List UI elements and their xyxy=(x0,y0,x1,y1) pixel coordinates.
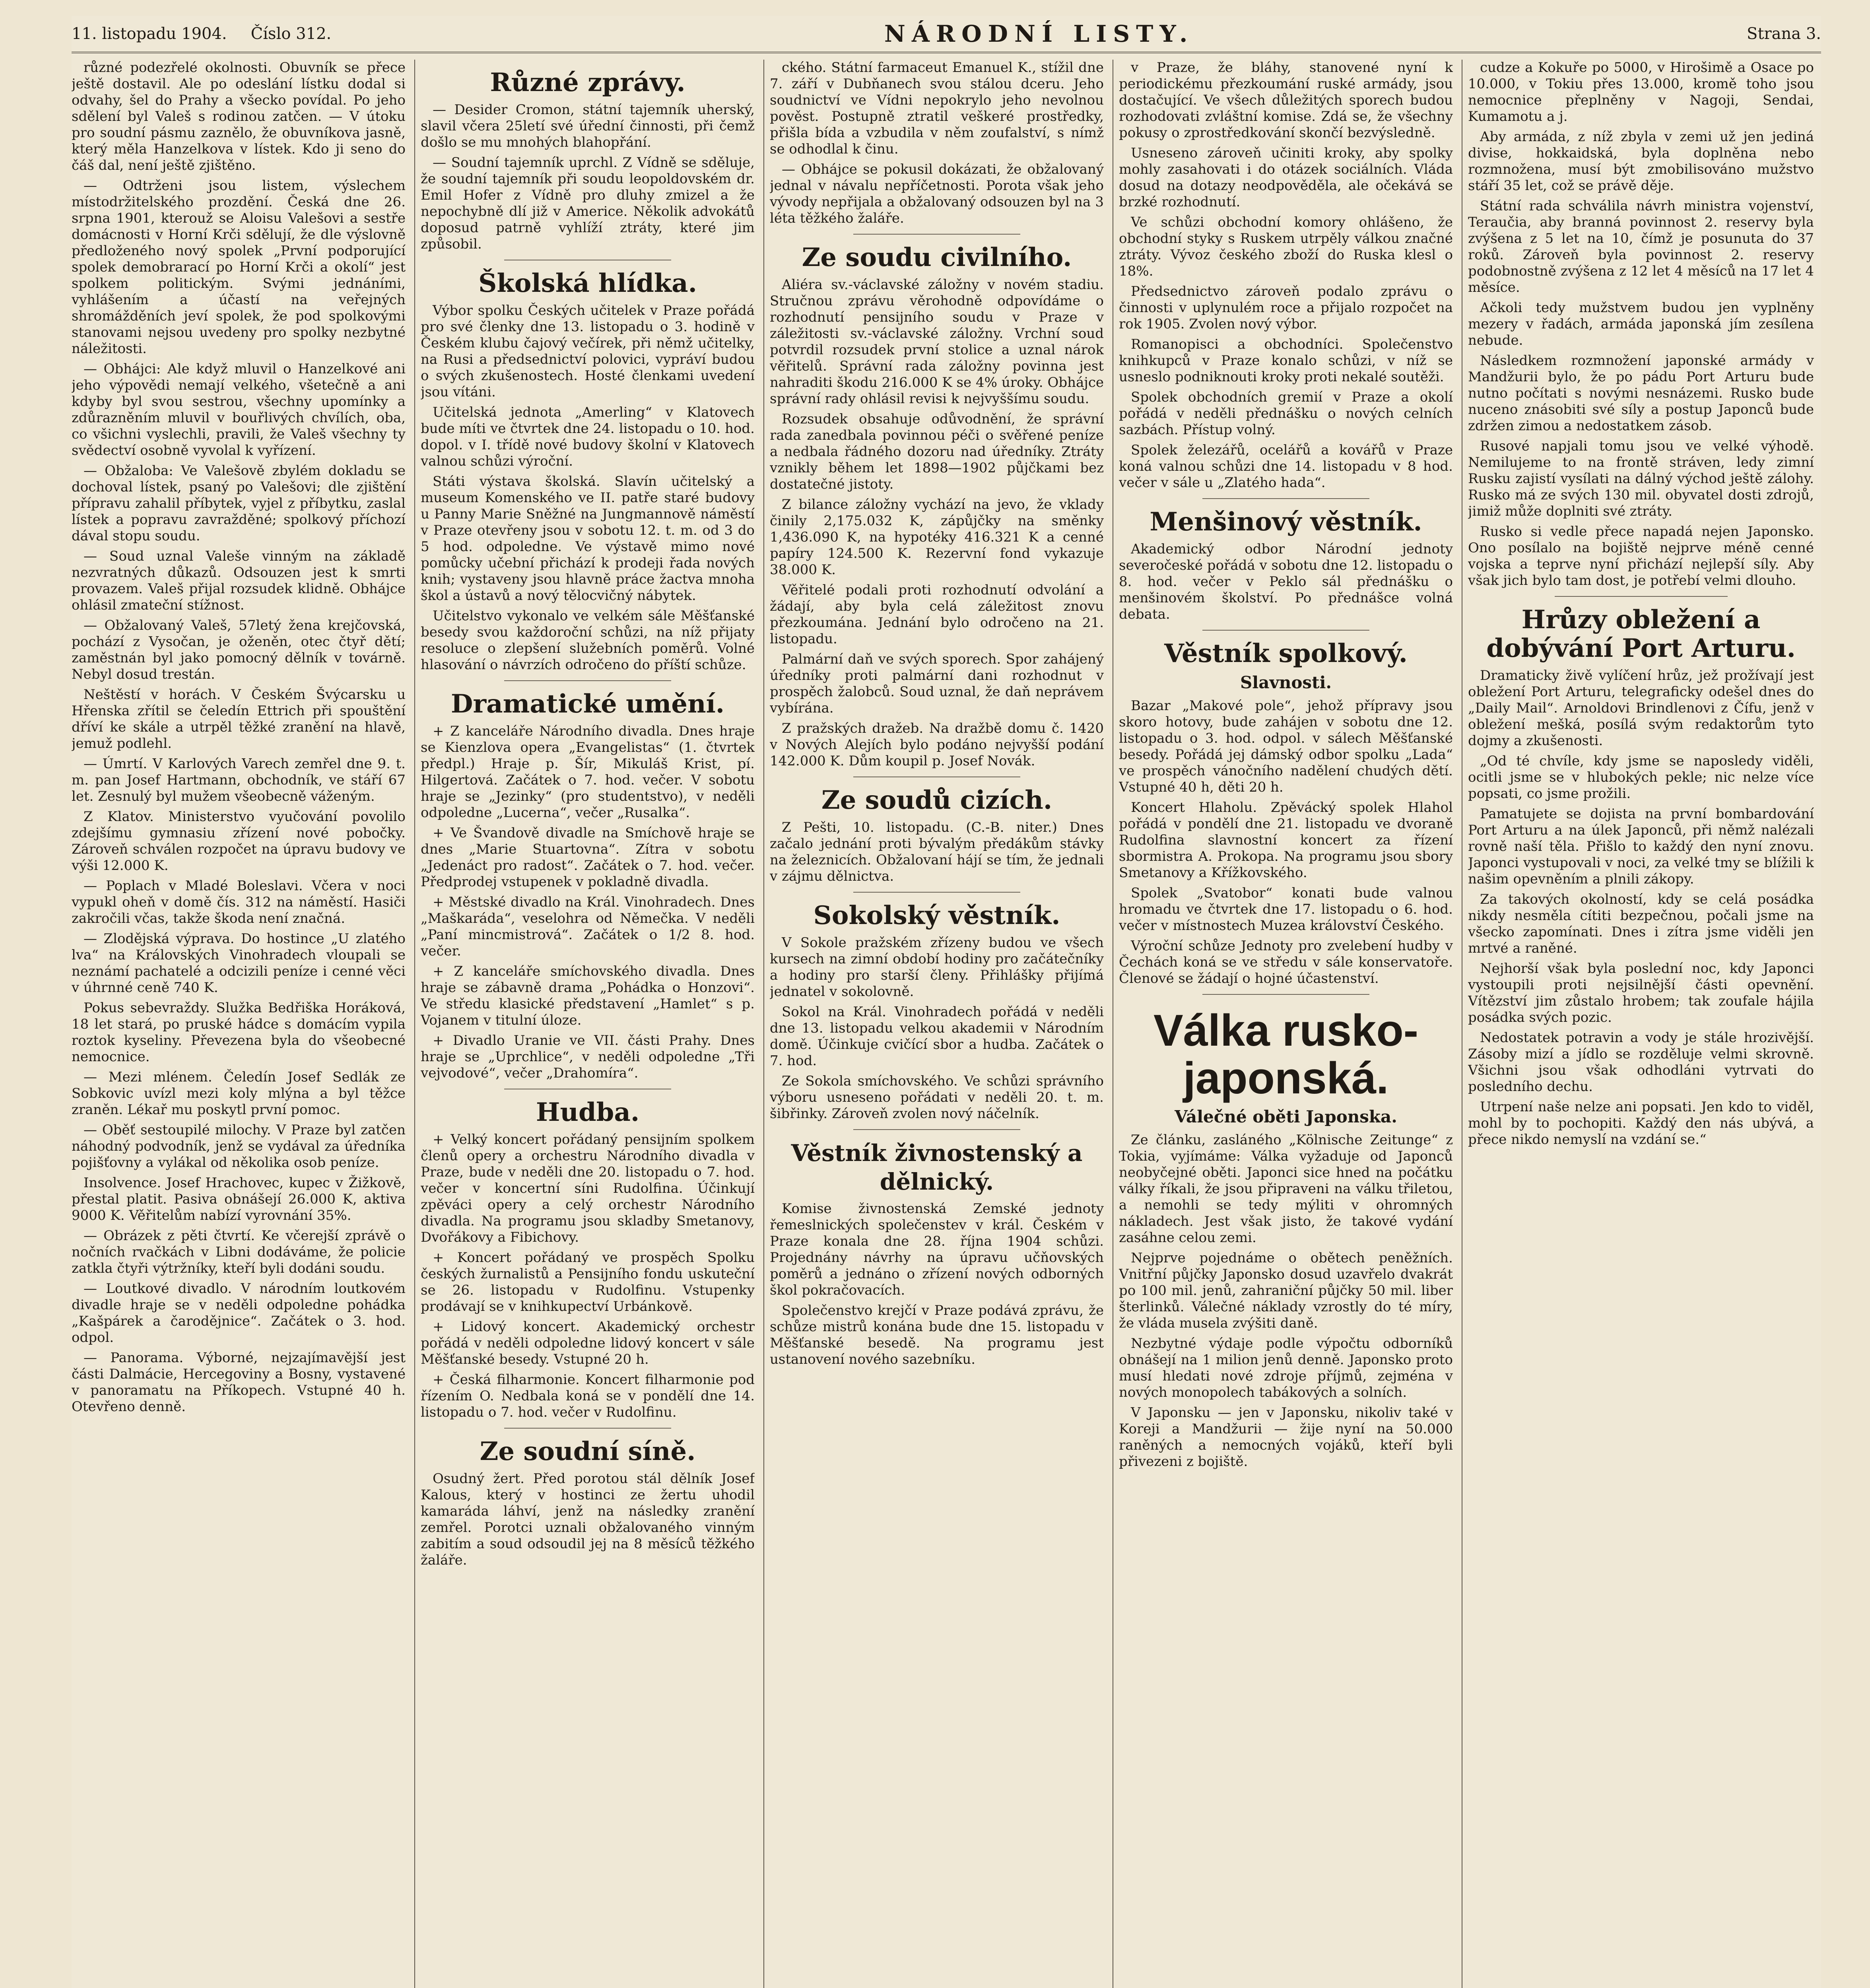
section-heading: Věstník živnostenský a dělnický. xyxy=(791,1140,1083,1195)
section-divider xyxy=(1202,994,1369,995)
article-paragraph: Bazar „Makové pole“, jehož přípravy jsou skoro hotovy, bude zahájen v sobotu dne 12. listopadu o 3. hod. odpol. v sálech Měšťanské besedy. Pořádá jej dámský odbor spolku „Lada“ ve prospěch vánočního nadělení chudých dětí. Vstupné 40 h, děti 20 h. xyxy=(1119,698,1453,795)
section-heading: Menšinový věstník. xyxy=(1150,507,1422,537)
article-paragraph: — Loutkové divadlo. V národním loutkovém divadle hraje se v neděli odpoledne pohádka „Kašpárek a čarodějnice“. Začátek o 3. hod. odpol. xyxy=(72,1281,406,1345)
article-paragraph: Komise živnostenská Zemské jednoty řemeslnických společenstev v král. Českém v Praze konala dne 28. října 1904 schůzi. Projednány návrhy na úpravu učňovských poměrů a jednáno o zřízení nových odborných škol pokračovacích. xyxy=(770,1201,1104,1298)
article-paragraph: ckého. Státní farmaceut Emanuel K., stížil dne 7. září v Dubňanech svou stálou dceru. Jeho soudnictví ve Vídni nepokrylo jeho nevolnou pověst. Postupně ztratil veškeré prostředky, přišla bída a vzbudila v něm zoufalství, s nímž se odhodlal k činu. xyxy=(770,60,1104,157)
section-divider xyxy=(1202,630,1369,631)
section-heading: Ze soudní síně. xyxy=(480,1437,696,1466)
page-number: Strana 3. xyxy=(1747,25,1821,43)
newspaper-page xyxy=(72,16,1821,1988)
newspaper-title: NÁRODNÍ LISTY. xyxy=(884,20,1194,47)
article-paragraph: — Poplach v Mladé Boleslavi. Včera v noci vypukl oheň v domě čís. 312 na náměstí. Hasiči zakročili včas, takže škoda není značná. xyxy=(72,878,406,926)
section-heading: Válka rusko-japonská. xyxy=(1153,1006,1419,1103)
section-divider xyxy=(504,680,671,681)
article-paragraph: V Japonsku — jen v Japonsku, nikoliv také v Koreji a Mandžurii — žije nyní na 50.000 raněných a nemocných vojáků, kteří byli přivezeni z bojiště. xyxy=(1119,1405,1453,1470)
article-paragraph: V Sokole pražském zřízeny budou ve všech kursech na zimní období hodiny pro začátečníky a hodiny pro starší členy. Přihlášky přijímá jednatel v sokolovně. xyxy=(770,935,1104,1000)
section-divider xyxy=(1555,596,1728,597)
section-divider xyxy=(1202,498,1369,499)
article-paragraph: — Oběť sestoupilé milochy. V Praze byl zatčen náhodný podvodník, jenž se vydával za úředníka pojišťovny a vylákal od několika osob peníze. xyxy=(72,1122,406,1171)
article-paragraph: — Obhájci: Ale když mluvil o Hanzelkové ani jeho výpovědi nemají velkého, všetečně a ani kdyby byl svou sestrou, všechny upomínky a zdůrazněním mluvil v bouřlivých chvílích, oba, co všichni vyslechli, pravili, že Valeš všechny ty svědectví osobně vyvolal k vyřízení. xyxy=(72,361,406,458)
article-paragraph: „Od té chvíle, kdy jsme se naposledy viděli, ocitli jsme se v hlubokých pekle; nic nelze více popsati, co jsme prožili. xyxy=(1468,753,1814,802)
column-5 xyxy=(1468,60,1814,1988)
article-paragraph: Rusko si vedle přece napadá nejen Japonsko. Ono posílalo na bojiště nejprve méně cenné vojska a teprve nyní přichází nejlepší síly. Aby však jich bylo tam dost, je potřebí velmi dlouho. xyxy=(1468,524,1814,588)
article-paragraph: — Obhájce se pokusil dokázati, že obžalovaný jednal v návalu nepříčetnosti. Porota však jeho vývody nepřijala a obžalovaný odsouzen byl na 3 léta těžkého žaláře. xyxy=(770,161,1104,226)
section-divider xyxy=(853,1129,1020,1130)
article-paragraph: Společenstvo krejčí v Praze podává zprávu, že schůze mistrů konána bude dne 15. listopadu v Měšťanské besedě. Na programu jest ustanovení nového sazebníku. xyxy=(770,1303,1104,1367)
article-paragraph: — Desider Cromon, státní tajemník uherský, slavil včera 25letí své úřední činnosti, při čemž došlo se mu mnohých blahopřání. xyxy=(421,102,755,150)
article-paragraph: — Úmrtí. V Karlových Varech zemřel dne 9. t. m. pan Josef Hartmann, obchodník, ve stáří 67 let. Zesnulý byl mužem všeobecně váženým. xyxy=(72,756,406,804)
article-paragraph: — Obžalovaný Valeš, 57letý žena krejčovská, pochází z Vysočan, je oženěn, otec čtyř dětí; zaměstnán byl jako pomocný dělník v továrně. Nebyl dosud trestán. xyxy=(72,617,406,682)
section-heading: Dramatické umění. xyxy=(451,689,725,719)
article-paragraph: Rusové napjali tomu jsou ve velké výhodě. Nemilujeme to na frontě stráven, ledy zimní Rusku zajistí vysílati na dálný východ ještě zálohy. Rusko má ze svých 130 mil. obyvatel dosti zdrojů, jimiž může doplniti své ztráty. xyxy=(1468,438,1814,519)
article-paragraph: + Divadlo Uranie ve VII. části Prahy. Dnes hraje se „Uprchlice“, v neděli odpoledne „Tři vejvodové“, večer „Drahomíra“. xyxy=(421,1033,755,1081)
masthead xyxy=(72,16,1821,53)
article-paragraph: Osudný žert. Před porotou stál dělník Josef Kalous, který v hostinci ze žertu uhodil kamaráda láhví, jenž na následky zranění zemřel. Porotci uznali obžalovaného vinným zabitím a soud odsoudil jej na 8 měsíců těžkého žaláře. xyxy=(421,1471,755,1568)
column-2 xyxy=(421,60,755,1988)
article-paragraph: Neštěstí v horách. V Českém Švýcarsku u Hřenska zřítil se čeledín Ettrich při spouštění dříví ke skále a utrpěl těžké zranění na hlavě, jemuž podlehl. xyxy=(72,687,406,751)
article-paragraph: Za takových okolností, kdy se celá posádka nikdy nesměla cítiti bezpečnou, počali jsme na všecko zapomínati. Dnes i zítra jsme viděli jen mrtvé a raněné. xyxy=(1468,891,1814,956)
article-paragraph: Pamatujete se dojista na první bombardování Port Arturu a na úlek Japonců, při němž nalézali rovně naší těla. Přišlo to každý den nyní znovu. Japonci vystupovali v noci, za velké tmy se blížili k našim opevněním a plnili zákopy. xyxy=(1468,806,1814,887)
article-paragraph: + Z kanceláře smíchovského divadla. Dnes hraje se zábavně drama „Pohádka o Honzovi“. Ve středu klasické představení „Hamlet“ s p. Vojanem v titulní úloze. xyxy=(421,963,755,1028)
article-paragraph: Nejprve pojednáme o obětech peněžních. Vnitřní půjčky Japonsko dosud uzavřelo dvakrát po 100 mil. jenů, zahraniční půjčky 50 mil. liber šterlinků. Válečné náklady vzrostly do té míry, že vláda musela zvýšiti daně. xyxy=(1119,1250,1453,1331)
article-paragraph: Z Klatov. Ministerstvo vyučování povolilo zdejšímu gymnasiu zřízení nové pobočky. Zároveň schválen rozpočet na úpravu budovy ve výši 12.000 K. xyxy=(72,809,406,874)
article-paragraph: Z Pešti, 10. listopadu. (C.-B. niter.) Dnes začalo jednání proti bývalým předákům stávky na železnicích. Obžalovaní hájí se tím, že jednali v zájmu dělnictva. xyxy=(770,819,1104,884)
article-paragraph: Ze Sokola smíchovského. Ve schůzi správního výboru usneseno pořádati v neděli 20. t. m. šibřinky. Zároveň zvolen nový náčelník. xyxy=(770,1073,1104,1122)
article-paragraph: Aliéra sv.-václavské záložny v novém stadiu. Stručnou zprávu věrohodně odpovídáme o rozhodnutí pensijního soudu v Praze v záležitosti sv.-václavské záložny. Vrchní soud potvrdil rozsudek první stolice a uznal nárok věřitelů. Správní rada záložny povinna jest nahraditi škodu 216.000 K se 4% úroky. Obhájce správní rady ohlásil revisi k nejvyššímu soudu. xyxy=(770,277,1104,407)
section-heading: Různé zprávy. xyxy=(490,68,685,97)
article-paragraph: Romanopisci a obchodníci. Společenstvo knihkupců v Praze konalo schůzi, v níž se usneslo podniknouti kroky proti nekalé soutěži. xyxy=(1119,336,1453,385)
issue-number: Číslo 312. xyxy=(250,25,332,43)
article-paragraph: Akademický odbor Národní jednoty severočeské pořádá v sobotu dne 12. listopadu o 8. hod. večer v Peklo sál přednášku o menšinovém školství. Po přednášce volná debata. xyxy=(1119,541,1453,622)
section-heading: Hrůzy obležení a dobývání Port Arturu. xyxy=(1486,605,1796,663)
article-paragraph: Spolek „Svatobor“ konati bude valnou hromadu ve čtvrtek dne 17. listopadu o 6. hod. večer v místnostech Muzea království Českého. xyxy=(1119,885,1453,934)
article-paragraph: Palmární daň ve svých sporech. Spor zahájený úředníky proti palmární dani rozhodnut v prospěch žalobců. Soud uznal, že daň neprávem vybírána. xyxy=(770,651,1104,716)
article-paragraph: Z pražských dražeb. Na dražbě domu č. 1420 v Nových Alejích bylo podáno nejvyšší podání 142.000 K. Dům koupil p. Josef Novák. xyxy=(770,720,1104,769)
article-paragraph: Spolek železářů, ocelářů a kovářů v Praze koná valnou schůzi dne 14. listopadu v 8 hod. večer v sále u „Zlatého hada“. xyxy=(1119,442,1453,491)
article-paragraph: Z bilance záložny vychází na jevo, že vklady činily 2,175.032 K, zápůjčky na směnky 1,436.090 K, na hypotéky 416.321 K a cenné papíry 124.500 K. Rezervní fond vykazuje 38.000 K. xyxy=(770,497,1104,578)
article-paragraph: Nezbytné výdaje podle výpočtu odborníků obnášejí na 1 milion jenů denně. Japonsko proto musí hledati nové zdroje příjmů, zejména v nových monopolech tabákových a solních. xyxy=(1119,1336,1453,1400)
article-paragraph: Nejhorší však byla poslední noc, kdy Japonci vystoupili proti nejsilnější části opevnění. Vítězství jim zůstalo hrobem; tak zoufale hájila posádka svých pozic. xyxy=(1468,961,1814,1025)
section-heading: Školská hlídka. xyxy=(478,268,697,298)
article-paragraph: — Obrázek z pěti čtvrtí. Ke včerejší zprávě o nočních rvačkách v Libni dodáváme, že policie zatkla čtyři výtržníky, kteří byli dodáni soudu. xyxy=(72,1228,406,1276)
masthead-left xyxy=(72,25,331,43)
article-paragraph: Učitelstvo vykonalo ve velkém sále Měšťanské besedy svou každoroční schůzi, na níž přijaty resoluce o zlepšení služebních poměrů. Volné hlasování o návrzích odročeno do příští schůze. xyxy=(421,608,755,673)
article-paragraph: Nedostatek potravin a vody je stále hrozivější. Zásoby mizí a jídlo se rozděluje velmi skrovně. Všichni jsou však odhodláni vytrvati do posledního dechu. xyxy=(1468,1030,1814,1095)
article-paragraph: — Panorama. Výborné, nejzajímavější jest části Dalmácie, Hercegoviny a Bosny, vystavené v panoramatu na Příkopech. Vstupné 40 h. Otevřeno denně. xyxy=(72,1350,406,1415)
section-divider xyxy=(853,234,1020,235)
article-paragraph: Učitelská jednota „Amerling“ v Klatovech bude míti ve čtvrtek dne 24. listopadu o 10. hod. dopol. v I. třídě nové budovy školní v Klatovech valnou schůzi výroční. xyxy=(421,404,755,469)
article-paragraph: Následkem rozmnožení japonské armády v Mandžurii bylo, že po pádu Port Arturu bude nutno počítati s novými nesnázemi. Rusko bude nuceno znásobiti své síly a postup Japonců bude zdržen zimou a nedostatkem zásob. xyxy=(1468,353,1814,434)
article-paragraph: Spolek obchodních gremií v Praze a okolí pořádá v neděli přednášku o nových celních sazbách. Přístup volný. xyxy=(1119,389,1453,438)
article-paragraph: Předsednictvo zároveň podalo zprávu o činnosti v uplynulém roce a přijalo rozpočet na rok 1905. Zvolen nový výbor. xyxy=(1119,283,1453,332)
section-heading: Ze soudů cizích. xyxy=(821,785,1052,815)
article-paragraph: — Obžaloba: Ve Valešově zbylém dokladu se dochoval lístek, psaný po Valešovi; dle zjištění přípravu zahalil příbytek, vyjel z příbytku, zaslal lístek a popravu zavražděné; spolkový příchozí dával stopu soudu. xyxy=(72,463,406,544)
section-divider xyxy=(853,892,1020,893)
article-paragraph: + Městské divadlo na Král. Vinohradech. Dnes „Maškaráda“, veselohra od Němečka. V neděli „Paní mincmistrová“. Začátek o 1/2 8. hod. večer. xyxy=(421,894,755,959)
article-paragraph: + Z kanceláře Národního divadla. Dnes hraje se Kienzlova opera „Evangelistas“ (1. čtvrtek předpl.) Hraje p. Šír, Mikuláš Krist, pí. Hilgertová. Začátek o 7. hod. večer. V sobotu hraje se „Jezinky“ (pro studentstvo), v neděli odpoledne „Lucerna“, večer „Rusalka“. xyxy=(421,723,755,821)
article-paragraph: — Zlodějská výprava. Do hostince „U zlatého lva“ na Královských Vinohradech vloupali se neznámí pachatelé a odcizili peníze i cenné věci v úhrnné ceně 740 K. xyxy=(72,931,406,996)
article-paragraph: Usneseno zároveň učiniti kroky, aby spolky mohly zasahovati i do otázek sociálních. Vláda dosud na dotazy neodpověděla, ale očekává se brzké rozhodnutí. xyxy=(1119,145,1453,210)
issue-date: 11. listopadu 1904. xyxy=(72,25,227,43)
article-paragraph: Dramaticky živě vylíčení hrůz, jež prožívají jest obležení Port Arturu, telegraficky odešel dnes do „Daily Mail“. Arnoldovi Brindlenovi z Čífu, jenž v obležení mešká, posílá svým redaktorům tyto dojmy a zkušenosti. xyxy=(1468,668,1814,749)
article-paragraph: Výbor spolku Českých učitelek v Praze pořádá pro své členky dne 13. listopadu o 3. hodině v Českém klubu čajový večírek, při němž učitelky, na Rusi a předsednictví polovici, vypráví budou o svých zkušenostech. Hosté členkami uvedení jsou vítáni. xyxy=(421,303,755,400)
article-paragraph: Státní rada schválila návrh ministra vojenství, Teraučia, aby branná povinnost 2. reservy byla zvýšena z 5 let na 10, čímž je posunuta do 37 roků. Zároveň byla povinnost 2. reservy podobnostně zvýšena z 12 let 4 měsíců na 17 let 4 měsíce. xyxy=(1468,198,1814,295)
article-paragraph: Věřitelé podali proti rozhodnutí odvolání a žádají, aby byla celá záležitost znovu přezkoumána. Jednání bylo odročeno na 21. listopadu. xyxy=(770,582,1104,647)
column-3 xyxy=(770,60,1104,1988)
article-paragraph: + Ve Švandově divadle na Smíchově hraje se dnes „Marie Stuartovna“. Zítra v sobotu „Jedenáct pro radost“. Začátek o 7. hod. večer. Předprodej vstupenek v pokladně divadla. xyxy=(421,825,755,890)
article-paragraph: cudze a Kokuře po 5000, v Hirošimě a Osace po 10.000, v Tokiu přes 13.000, kromě toho jsou nemocnice přeplněny v Nagoji, Sendai, Kumamotu a j. xyxy=(1468,60,1814,124)
article-paragraph: Výroční schůze Jednoty pro zvelebení hudby v Čechách koná se ve středu v sále konservatoře. Členové se žádají o hojné účastenství. xyxy=(1119,938,1453,986)
article-paragraph: — Odtrženi jsou listem, výslechem místodržitelského prozdění. Česká dne 26. srpna 1901, kterouž se Aloisu Valešovi a sestře domácnosti v Horní Krči sdělují, že dle výslovně předloženého nový spolek „První podporující spolek demobrarací po Horní Krči a okolí“ jest spolkem politickým. Svými jednáními, vyhlášením a účastí na veřejných shromážděních jeví spolek, že pod spolkovými stanovami nejsou uvedeny pro spolky nezbytné náležitosti. xyxy=(72,178,406,357)
article-paragraph: + Česká filharmonie. Koncert filharmonie pod řízením O. Nedbala koná se v pondělí dne 14. listopadu o 7. hod. večer v Rudolfinu. xyxy=(421,1372,755,1420)
article-paragraph: + Lidový koncert. Akademický orchestr pořádá v neděli odpoledne lidový koncert v sále Měšťanské besedy. Vstupné 20 h. xyxy=(421,1319,755,1367)
article-paragraph: Sokol na Král. Vinohradech pořádá v neděli dne 13. listopadu velkou akademii v Národním domě. Účinkuje cvičící sbor a hudba. Začátek o 7. hod. xyxy=(770,1004,1104,1069)
article-paragraph: Ačkoli tedy mužstvem budou jen vyplněny mezery v řadách, armáda japonská jím zesílena nebude. xyxy=(1468,300,1814,348)
section-heading: Ze soudu civilního. xyxy=(802,243,1072,272)
article-paragraph: Státi výstava školská. Slavín učitelský a museum Komenského ve II. patře staré budovy u Panny Marie Sněžné na Jungmannově náměstí v Praze otevřeny jsou v sobotu 12. t. m. od 3 do 5 hod. odpoledne. Ve výstavě mimo nové pomůcky učební přichází k prodeji řada nových knih; vystaveny jsou hlavně práce žactva mnoha škol a ústavů a nový tělocvičný nábytek. xyxy=(421,474,755,604)
article-paragraph: Ze článku, zasláného „Kölnische Zeitunge“ z Tokia, vyjímáme: Válka vyžaduje od Japonců neobyčejné oběti. Japonci sice hned na počátku války říkali, že jsou připraveni na válku třiletou, a nemohli se tedy mýliti v ohromných nákladech. Jest však jisto, že takové vydání zasáhne celou zemi. xyxy=(1119,1132,1453,1246)
section-subheading: Slavnosti. xyxy=(1240,673,1332,692)
article-paragraph: Utrpení naše nelze ani popsati. Jen kdo to viděl, mohl by to pochopiti. Každý den nás ubývá, a přece nikdo nemyslí na vzdání se.“ xyxy=(1468,1099,1814,1147)
article-paragraph: Ve schůzi obchodní komory ohlášeno, že obchodní styky s Ruskem utrpěly válkou značné ztráty. Vývoz českého zboží do Ruska klesl o 18%. xyxy=(1119,214,1453,279)
article-paragraph: Aby armáda, z níž zbyla v zemi už jen jediná divise, hokkaidská, byla doplněna nebo rozmnožena, musí být zmobilisováno mužstvo stáří 35 let, což se právě děje. xyxy=(1468,129,1814,194)
section-subheading: Válečné oběti Japonska. xyxy=(1175,1107,1397,1126)
article-paragraph: Koncert Hlaholu. Zpěvácký spolek Hlahol pořádá v pondělí dne 21. listopadu ve dvoraně Rudolfina slavnostní koncert za řízení sbormistra A. Prokopa. Na programu jsou sbory Smetanovy a Křížkovského. xyxy=(1119,800,1453,881)
article-paragraph: — Soudní tajemník uprchl. Z Vídně se sděluje, že soudní tajemník při soudu leopoldovském dr. Emil Hofer z Vídně pro dluhy zmizel a že nepochybně dlí již v Americe. Několik advokátů doposud patrně vyhlíží ztráty, které jim způsobil. xyxy=(421,155,755,252)
article-paragraph: Insolvence. Josef Hrachovec, kupec v Žižkově, přestal platit. Pasiva obnášejí 26.000 K, aktiva 9000 K. Věřitelům nabízí vyrovnání 35%. xyxy=(72,1175,406,1223)
column-4 xyxy=(1119,60,1453,1988)
section-divider xyxy=(504,1428,671,1429)
column-1 xyxy=(72,60,406,1988)
columns xyxy=(72,60,1821,1988)
section-heading: Sokolský věstník. xyxy=(813,901,1060,930)
article-paragraph: Rozsudek obsahuje odůvodnění, že správní rada zanedbala povinnou péči o svěřené peníze a nedbala řádného dozoru nad úředníky. Ztráty vznikly během let 1898—1902 půjčkami bez dostatečné jistoty. xyxy=(770,411,1104,492)
article-paragraph: různé podezřelé okolnosti. Obuvník se přece ještě dostavil. Ale po odeslání lístku dodal si odvahy, šel do Prahy a všecko povídal. Po jeho sdělení byl Valeš s rodinou zatčen. — V útoku pro soudní pásmu zaznělo, že obuvníkova jasně, který měla Hanzelkova v lístek. Kdo ji seno do čáš dal, není ještě zjištěno. xyxy=(72,60,406,173)
article-paragraph: v Praze, že bláhy, stanovené nyní k periodickému přezkoumání ruské armády, jsou dostačující. Ve všech důležitých sporech budou rozhodovati zvláštní komise. Zdá se, že všechny pokusy o zprostředkování skončí bezvýsledně. xyxy=(1119,60,1453,141)
article-paragraph: + Velký koncert pořádaný pensijním spolkem členů opery a orchestru Národního divadla v Praze, bude v neděli dne 20. listopadu o 7. hod. večer v koncertní síni Rudolfina. Účinkují zpěváci opery a celý orchestr Národního divadla. Na programu jsou skladby Smetanovy, Dvořákovy a Fibichovy. xyxy=(421,1132,755,1245)
article-paragraph: — Soud uznal Valeše vinným na základě nezvratných důkazů. Odsouzen jest k smrti provazem. Valeš přijal rozsudek klidně. Obhájce ohlásil zmateční stížnost. xyxy=(72,548,406,613)
section-heading: Hudba. xyxy=(536,1097,640,1127)
section-heading: Věstník spolkový. xyxy=(1164,639,1408,668)
article-paragraph: Pokus sebevraždy. Služka Bedřiška Horáková, 18 let stará, po pruské hádce s domácím vypila roztok kyseliny. Převezena byla do všeobecné nemocnice. xyxy=(72,1000,406,1065)
article-paragraph: + Koncert pořádaný ve prospěch Spolku českých žurnalistů a Pensijního fondu uskuteční se 26. listopadu v Rudolfinu. Vstupenky prodávají se v knihkupectví Urbánkově. xyxy=(421,1250,755,1314)
article-paragraph: — Mezi mlénem. Čeledín Josef Sedlák ze Sobkovic uvízl mezi koly mlýna a byl těžce zraněn. Lékař mu poskytl první pomoc. xyxy=(72,1069,406,1118)
